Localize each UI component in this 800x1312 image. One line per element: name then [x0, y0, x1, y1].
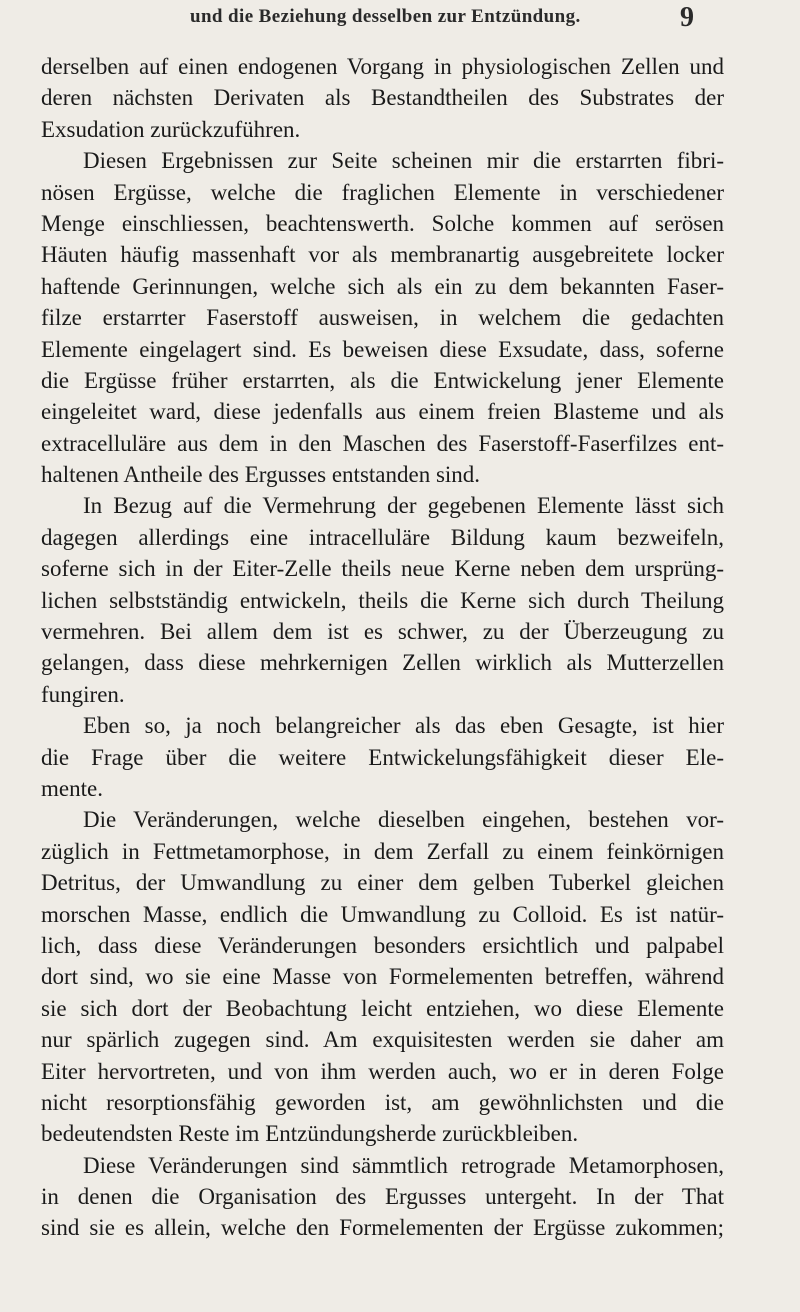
text-line: bedeutendsten Reste im Entzündungsherde zurückbleiben.: [41, 1121, 579, 1147]
text-line: In Bezug auf die Vermehrung der gegebenen Elemente lässt sich: [83, 493, 724, 519]
text-line: gelangen, dass diese mehrkernigen Zellen wirklich als Mutterzellen: [41, 650, 724, 676]
text-line: nösen Ergüsse, welche die fraglichen Elemente in verschiedener: [41, 179, 724, 205]
text-line: Diese Veränderungen sind sämmtlich retrograde Metamorphosen,: [83, 1152, 724, 1178]
text-line: soferne sich in der Eiter-Zelle theils neue Kerne neben dem ursprüng-: [41, 556, 724, 582]
text-line: eingeleitet ward, diese jedenfalls aus einem freien Blasteme und als: [41, 399, 724, 425]
text-line: Diesen Ergebnissen zur Seite scheinen mir die erstarrten fibri-: [83, 148, 724, 174]
text-line: deren nächsten Derivaten als Bestandtheilen des Substrates der: [41, 85, 724, 111]
text-line: sind sie es allein, welche den Formelementen der Ergüsse zukommen;: [41, 1215, 724, 1241]
text-line: Elemente eingelagert sind. Es beweisen diese Exsudate, dass, soferne: [41, 336, 724, 362]
text-line: züglich in Fettmetamorphose, in dem Zerfall zu einem feinkörnigen: [41, 838, 724, 864]
text-line: Menge einschliessen, beachtenswerth. Solche kommen auf serösen: [41, 210, 724, 236]
running-header: und die Beziehung desselben zur Entzündung.: [190, 6, 581, 27]
text-line: in denen die Organisation des Ergusses untergeht. In der That: [41, 1184, 724, 1210]
text-line: lichen selbstständig entwickeln, theils die Kerne sich durch Theilung: [41, 587, 724, 613]
text-line: lich, dass diese Veränderungen besonders ersichtlich und palpabel: [41, 932, 724, 958]
text-line: mente.: [41, 775, 103, 801]
text-line: die Ergüsse früher erstarrten, als die Entwickelung jener Elemente: [41, 367, 724, 393]
text-line: dagegen allerdings eine intracelluläre Bildung kaum bezweifeln,: [41, 524, 724, 550]
text-line: morschen Masse, endlich die Umwandlung zu Colloid. Es ist natür-: [41, 901, 724, 927]
text-line: Die Veränderungen, welche dieselben eingehen, bestehen vor-: [83, 807, 724, 833]
text-line: vermehren. Bei allem dem ist es schwer, zu der Überzeugung zu: [41, 619, 724, 645]
page-number: 9: [680, 2, 694, 33]
text-line: extracelluläre aus dem in den Maschen des Faserstoff-Faserfilzes ent-: [41, 430, 724, 456]
body-text: [41, 51, 724, 1244]
text-line: die Frage über die weitere Entwickelungsfähigkeit dieser Ele-: [41, 744, 724, 770]
text-line: Häuten häufig massenhaft vor als membranartig ausgebreitete locker: [41, 242, 724, 268]
text-line: filze erstarrter Faserstoff ausweisen, in welchem die gedachten: [41, 305, 724, 331]
text-line: Detritus, der Umwandlung zu einer dem gelben Tuberkel gleichen: [41, 870, 724, 896]
text-line: Eiter hervortreten, und von ihm werden auch, wo er in deren Folge: [41, 1058, 724, 1084]
text-line: sie sich dort der Beobachtung leicht entziehen, wo diese Elemente: [41, 995, 724, 1021]
text-line: Eben so, ja noch belangreicher als das eben Gesagte, ist hier: [83, 713, 724, 739]
text-line: haftende Gerinnungen, welche sich als ein zu dem bekannten Faser-: [41, 273, 724, 299]
text-line: nicht resorptionsfähig geworden ist, am gewöhnlichsten und die: [41, 1089, 724, 1115]
text-line: Exsudation zurückzuführen.: [41, 116, 301, 142]
text-line: derselben auf einen endogenen Vorgang in physiologischen Zellen und: [41, 54, 724, 79]
text-line: haltenen Antheile des Ergusses entstanden sind.: [41, 462, 481, 488]
text-line: nur spärlich zugegen sind. Am exquisitesten werden sie daher am: [41, 1027, 724, 1053]
text-line: dort sind, wo sie eine Masse von Formelementen betreffen, während: [41, 964, 724, 990]
text-line: fungiren.: [41, 681, 125, 707]
